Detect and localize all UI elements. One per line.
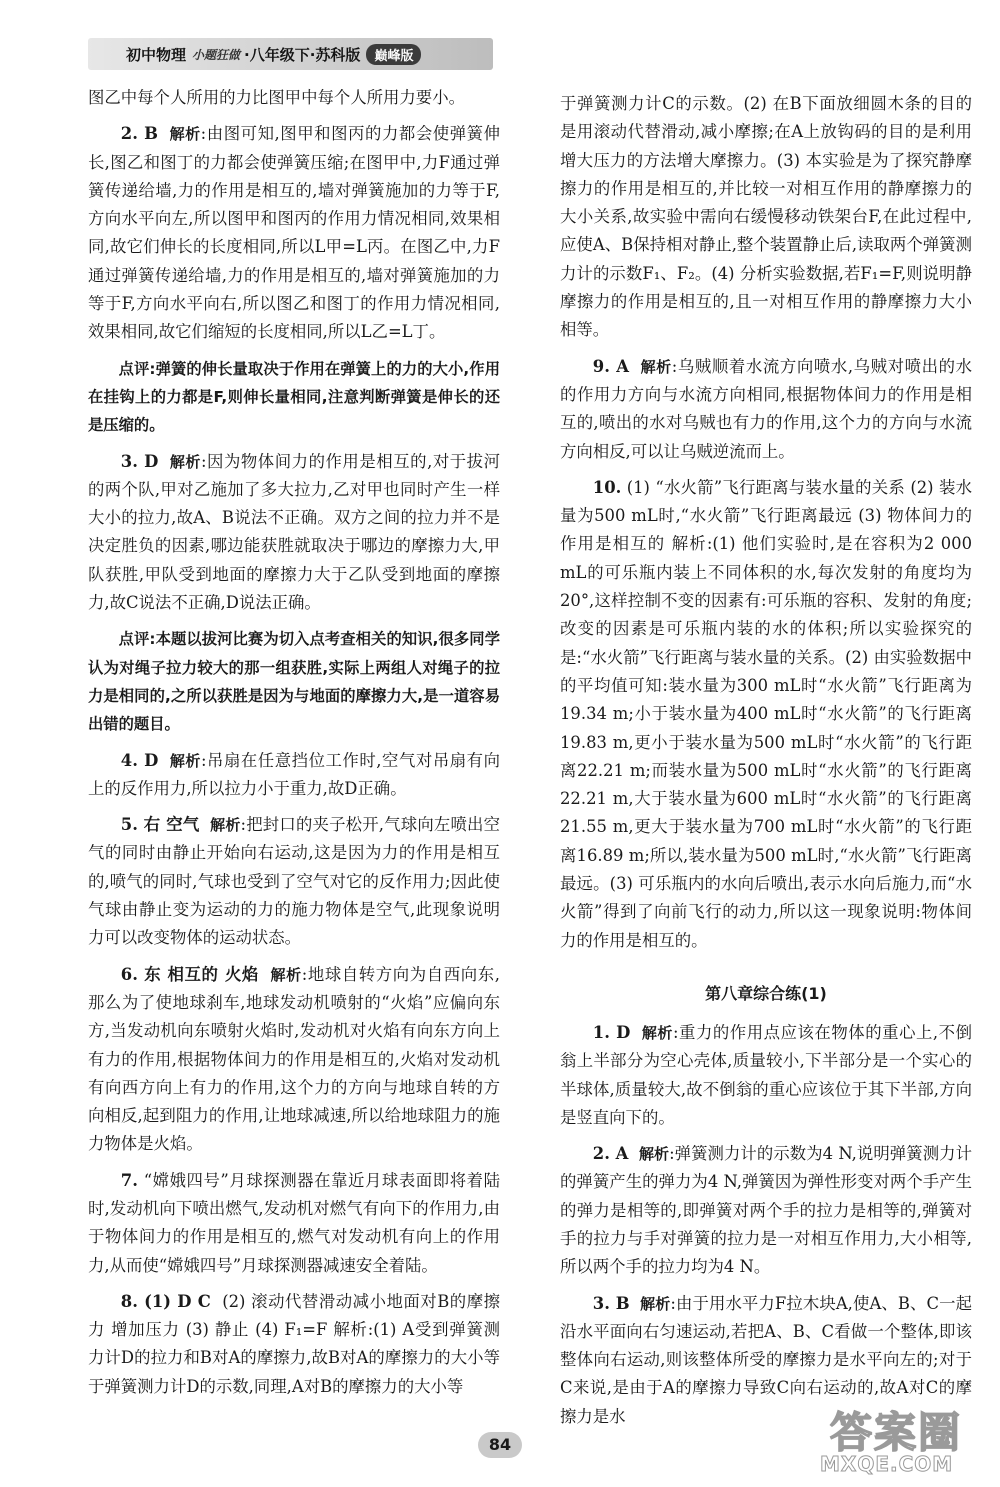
- left-column: [88, 84, 500, 1401]
- header-grade: ·八年级下·苏科版: [244, 45, 361, 64]
- answer-item: 8. (1) D C (2) 滚动代替滑动减小地面对B的摩擦力 增加压力 (3) 静止 (4) F₁=F 解析:(1) A受到弹簧测力计D的拉力和B对A的摩擦力,故B对A的摩擦力的大小等于弹簧测力计D的示数,同理,A对B的摩擦力的大小等: [88, 1291, 500, 1396]
- answer-continuation: 图乙中每个人所用的力比图甲中每个人所用力要小。: [88, 88, 465, 107]
- answer-item: 7. “嫦娥四号”月球探测器在靠近月球表面即将着陆时,发动机向下喷出燃气,发动机对燃气有向下的作用力,由于物体间力的作用是相互的,燃气对发动机有向上的作用力,从而使“嫦娥四号”月球探测器减速安全着陆。: [88, 1170, 500, 1275]
- header-brand-logo: 小题狂做: [192, 47, 241, 62]
- answer-item: 10. (1) “水火箭”飞行距离与装水量的关系 (2) 装水量为500 mL时,“水火箭”飞行距离最远 (3) 物体间力的作用是相互的 解析:(1) 他们实验时,是在容积为2 000 mL的可乐瓶内装上不同体积的水,每次发射的角度均为20°,这样控制不变的因素有:可乐瓶的容积、发射的角度;改变的因素是可乐瓶内装的水的体积;所以实验探究的是:“水火箭”飞行距离与装水量的关系。(2) 由实验数据中的平均值可知:装水量为300 mL时“水火箭”飞行距离为19.34 m;小于装水量为400 mL时“水火箭”的飞行距离19.83 m,更小于装水量为500 mL时“水火箭”的飞行距离22.21 m;而装水量为500 mL时“水火箭”的飞行距离22.21 m,大于装水量为600 mL时“水火箭”的飞行距离21.55 m,更大于装水量为700 mL时“水火箭”的飞行距离16.89 m;所以,装水量为500 mL时,“水火箭”飞行距离最远。(3) 可乐瓶内的水向后喷出,表示水向后施力,而“水火箭”得到了向前飞行的动力,所以这一现象说明:物体间力的作用是相互的。: [560, 477, 972, 950]
- answer-continuation: 于弹簧测力计C的示数。(2) 在B下面放细圆木条的目的是用滚动代替滑动,减小摩擦;在A上放钩码的目的是利用增大压力的方法增大摩擦力。(3) 本实验是为了探究静摩擦力的作用是相互的,并比较一对相互作用的静摩擦力的大小关系,故实验中需向右缓慢移动铁架台F,在此过程中,应使A、B保持相对静止,整个装置静止后,读取两个弹簧测力计的示数F₁、F₂。(4) 分析实验数据,若F₁=F,则说明静摩擦力的作用是相互的,且一对相互作用的静摩擦力大小相等。: [560, 94, 972, 340]
- comment-note: 点评:本题以拔河比赛为切入点考查相关的知识,很多同学认为对绳子拉力较大的那一组获胜,实际上两组人对绳子的拉力是相同的,之所以获胜是因为与地面的摩擦力大,是一道容易出错的题目。: [88, 630, 500, 734]
- header-edition-badge: 巅峰版: [366, 44, 421, 65]
- watermark-logo: [820, 1400, 990, 1480]
- answer-item: 4. D 解析:吊扇在任意挡位工作时,空气对吊扇有向上的反作用力,所以拉力小于重力,故D正确。: [88, 750, 500, 798]
- answer-item: 3. D 解析:因为物体间力的作用是相互的,对于拔河的两个队,甲对乙施加了多大拉力,乙对甲也同时产生一样大小的拉力,故A、B说法不正确。双方之间的拉力并不是决定胜负的因素,哪边能获胜就取决于哪边的摩擦力大,甲队获胜,甲队受到地面的摩擦力大于乙队受到地面的摩擦力,故C说法不正确,D说法正确。: [88, 451, 500, 613]
- watermark-text: 答案圈: [830, 1408, 963, 1457]
- page-header: [88, 38, 493, 70]
- answer-item: 9. A 解析:乌贼顺着水流方向喷水,乌贼对喷出的水的作用力方向与水流方向相同,根据物体间力的作用是相互的,喷出的水对乌贼也有力的作用,这个力的方向与水流方向相反,可以让乌贼逆流而上。: [560, 356, 972, 461]
- answer-item: 2. B 解析:由图可知,图甲和图丙的力都会使弹簧伸长,图乙和图丁的力都会使弹簧压缩;在图甲中,力F通过弹簧传递给墙,力的作用是相互的,墙对弹簧施加的力等于F,方向水平向左,所以图甲和图丙的作用力情况相同,效果相同,故它们伸长的长度相同,所以L甲=L丙。在图乙中,力F通过弹簧传递给墙,力的作用是相互的,墙对弹簧施加的力等于F,方向水平向右,所以图乙和图丁的作用力情况相同,效果相同,故它们缩短的长度相同,所以L乙=L丁。: [88, 124, 500, 342]
- section-title: 第八章综合练(1): [705, 983, 827, 1003]
- comment-note: 点评:弹簧的伸长量取决于作用在弹簧上的力的大小,作用在挂钩上的力都是F,则伸长量相同,注意判断弹簧是伸长的还是压缩的。: [88, 359, 500, 435]
- page-number: 84: [478, 1432, 522, 1458]
- answer-item: 1. D 解析:重力的作用点应该在物体的重心上,不倒翁上半部分为空心壳体,质量较小,下半部分是一个实心的半球体,质量较大,故不倒翁的重心应该位于其下半部,方向是竖直向下的。: [560, 1022, 972, 1127]
- answer-item: 3. B 解析:由于用水平力F拉木块A,使A、B、C一起沿水平面向右匀速运动,若把A、B、C看做一个整体,即该整体向右运动,则该整体所受的摩擦力是水平向左的;对于C来说,是由于A的摩擦力导致C向右运动的,故A对C的摩擦力是水: [560, 1293, 972, 1426]
- right-column: [560, 90, 972, 1431]
- answer-item: 6. 东 相互的 火焰 解析:地球自转方向为自西向东,那么为了使地球刹车,地球发动机喷射的“火焰”应偏向东方,当发动机向东喷射火焰时,发动机对火焰有向东方向上有力的作用,根据物体间力的作用是相互的,火焰对发动机有向西方向上有力的作用,这个力的方向与地球自转的方向相反,起到阻力的作用,让地球减速,所以给地球阻力的施力物体是火焰。: [88, 964, 500, 1154]
- header-subject: 初中物理: [126, 45, 187, 64]
- watermark-url: MXQE.COM: [820, 1452, 954, 1476]
- answer-item: 2. A 解析:弹簧测力计的示数为4 N,说明弹簧测力计的弹簧产生的弹力为4 N,弹簧因为弹性形变对两个手产生的弹力是相等的,即弹簧对两个手的拉力是相等的,弹簧对手的拉力与手对弹簧的拉力是一对相互作用力,大小相等,所以两个手的拉力均为4 N。: [560, 1144, 972, 1277]
- answer-item: 5. 右 空气 解析:把封口的夹子松开,气球向左喷出空气的同时由静止开始向右运动,这是因为力的作用是相互的,喷气的同时,气球也受到了空气对它的反作用力;因此使气球由静止变为运动的力的施力物体是空气,此现象说明力可以改变物体的运动状态。: [88, 815, 500, 948]
